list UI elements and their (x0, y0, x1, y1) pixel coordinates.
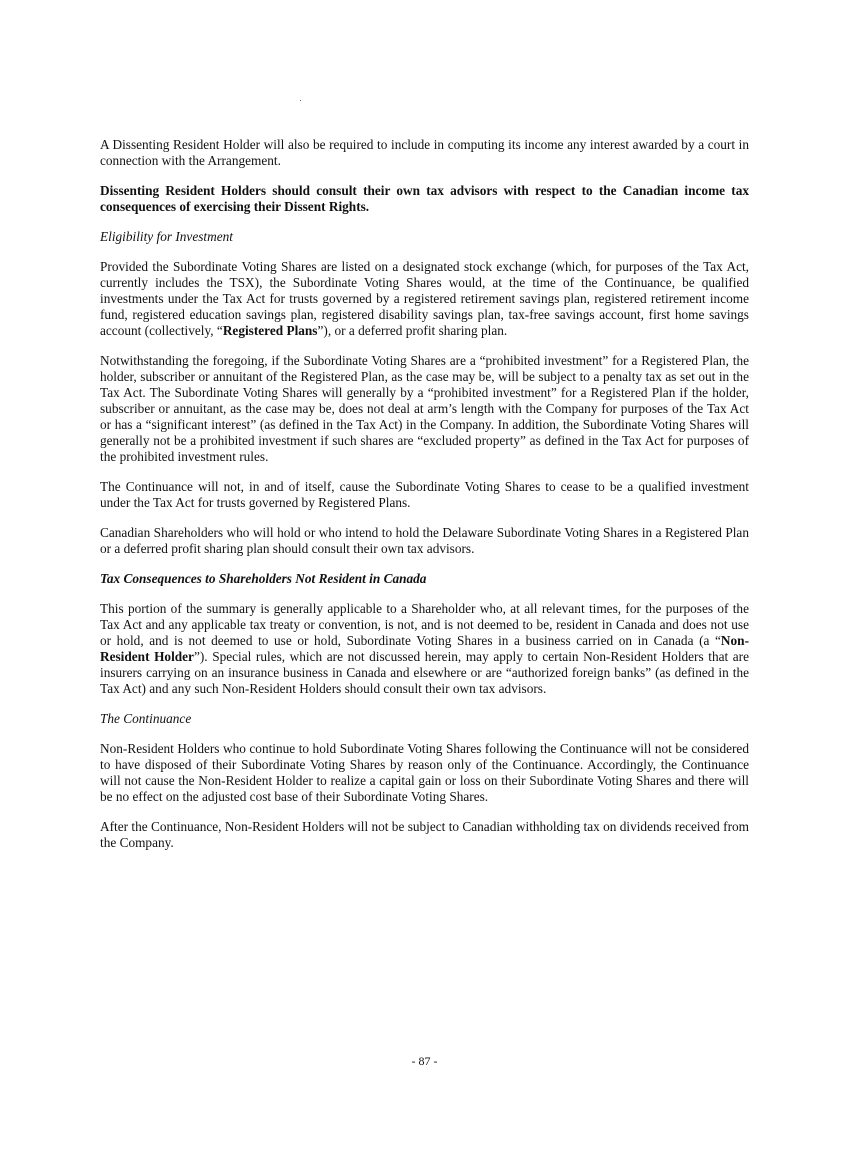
heading-the-continuance: The Continuance (100, 711, 192, 726)
stray-mark (300, 100, 301, 101)
document-body (100, 137, 749, 865)
defined-term-non-resident-holder: Non-Resident Holder (100, 633, 749, 664)
paragraph-eligibility (100, 259, 749, 339)
heading-eligibility-for-investment: Eligibility for Investment (100, 229, 233, 244)
paragraph-continuance-qualified-investment: The Continuance will not, in and of itself, cause the Subordinate Voting Shares to cease to be a qualified investment under the Tax Act for trusts governed by Registered Plans. (100, 479, 749, 510)
page-number: - 87 - (411, 1054, 438, 1068)
paragraph-non-resident-holder (100, 601, 749, 697)
paragraph-withholding-tax: After the Continuance, Non-Resident Holders will not be subject to Canadian withholding tax on dividends received from the Company. (100, 819, 749, 850)
paragraph-consult-advisors-bold: Dissenting Resident Holders should consult their own tax advisors with respect to the Canadian income tax consequences of exercising their Dissent Rights. (100, 183, 749, 214)
heading-non-resident-tax-consequences: Tax Consequences to Shareholders Not Resident in Canada (100, 571, 427, 586)
paragraph-continuance-disposition: Non-Resident Holders who continue to hold Subordinate Voting Shares following the Continuance will not be considered to have disposed of their Subordinate Voting Shares by reason only of the Continuance. Accordingly, the Continuance will not cause the Non-Resident Holder to realize a capital gain or loss on their Subordinate Voting Shares and there will be no effect on the adjusted cost base of their Subordinate Voting Shares. (100, 741, 749, 804)
paragraph-eligibility-text-a: Provided the Subordinate Voting Shares are listed on a designated stock exchange (which, for purposes of the Tax Act, currently includes the TSX), the Subordinate Voting Shares would, at the time of the Continuance, be qualified investments under the Tax Act for trusts governed by a registered retirement savings plan, registered retirement income fund, registered education savings plan, registered disability savings plan, tax-free savings account, first home savings account (collectively, “ (100, 259, 749, 338)
paragraph-non-resident-text-a: This portion of the summary is generally applicable to a Shareholder who, at all relevant times, for the purposes of the Tax Act and any applicable tax treaty or convention, is not, and is not deemed to be, resident in Canada and does not use or hold, and is not deemed to use or hold, Subordinate Voting Shares in a business carried on in Canada (a “ (100, 601, 749, 648)
paragraph-canadian-shareholders: Canadian Shareholders who will hold or who intend to hold the Delaware Subordinate Voting Shares in a Registered Plan or a deferred profit sharing plan should consult their own tax advisors. (100, 525, 749, 556)
paragraph-prohibited-investment: Notwithstanding the foregoing, if the Subordinate Voting Shares are a “prohibited investment” for a Registered Plan, the holder, subscriber or annuitant of the Registered Plan, as the case may be, will be subject to a penalty tax as set out in the Tax Act. The Subordinate Voting Shares will generally by a “prohibited investment” for a Registered Plan if the holder, subscriber or annuitant, as the case may be, does not deal at arm’s length with the Company for purposes of the Tax Act or has a “significant interest” (as defined in the Tax Act) in the Company. In addition, the Subordinate Voting Shares will generally not be a prohibited investment if such shares are “excluded property” as defined in the Tax Act for purposes of the prohibited investment rules. (100, 353, 749, 464)
paragraph-interest-awarded: A Dissenting Resident Holder will also be required to include in computing its income any interest awarded by a court in connection with the Arrangement. (100, 137, 749, 168)
paragraph-non-resident-text-b: ”). Special rules, which are not discussed herein, may apply to certain Non-Resident Holders that are insurers carrying on an insurance business in Canada and elsewhere or are “authorized foreign banks” (as defined in the Tax Act) and any such Non-Resident Holders should consult their own tax advisors. (100, 649, 749, 696)
paragraph-eligibility-text-b: ”), or a deferred profit sharing plan. (317, 323, 508, 338)
defined-term-registered-plans: Registered Plans (222, 323, 318, 338)
